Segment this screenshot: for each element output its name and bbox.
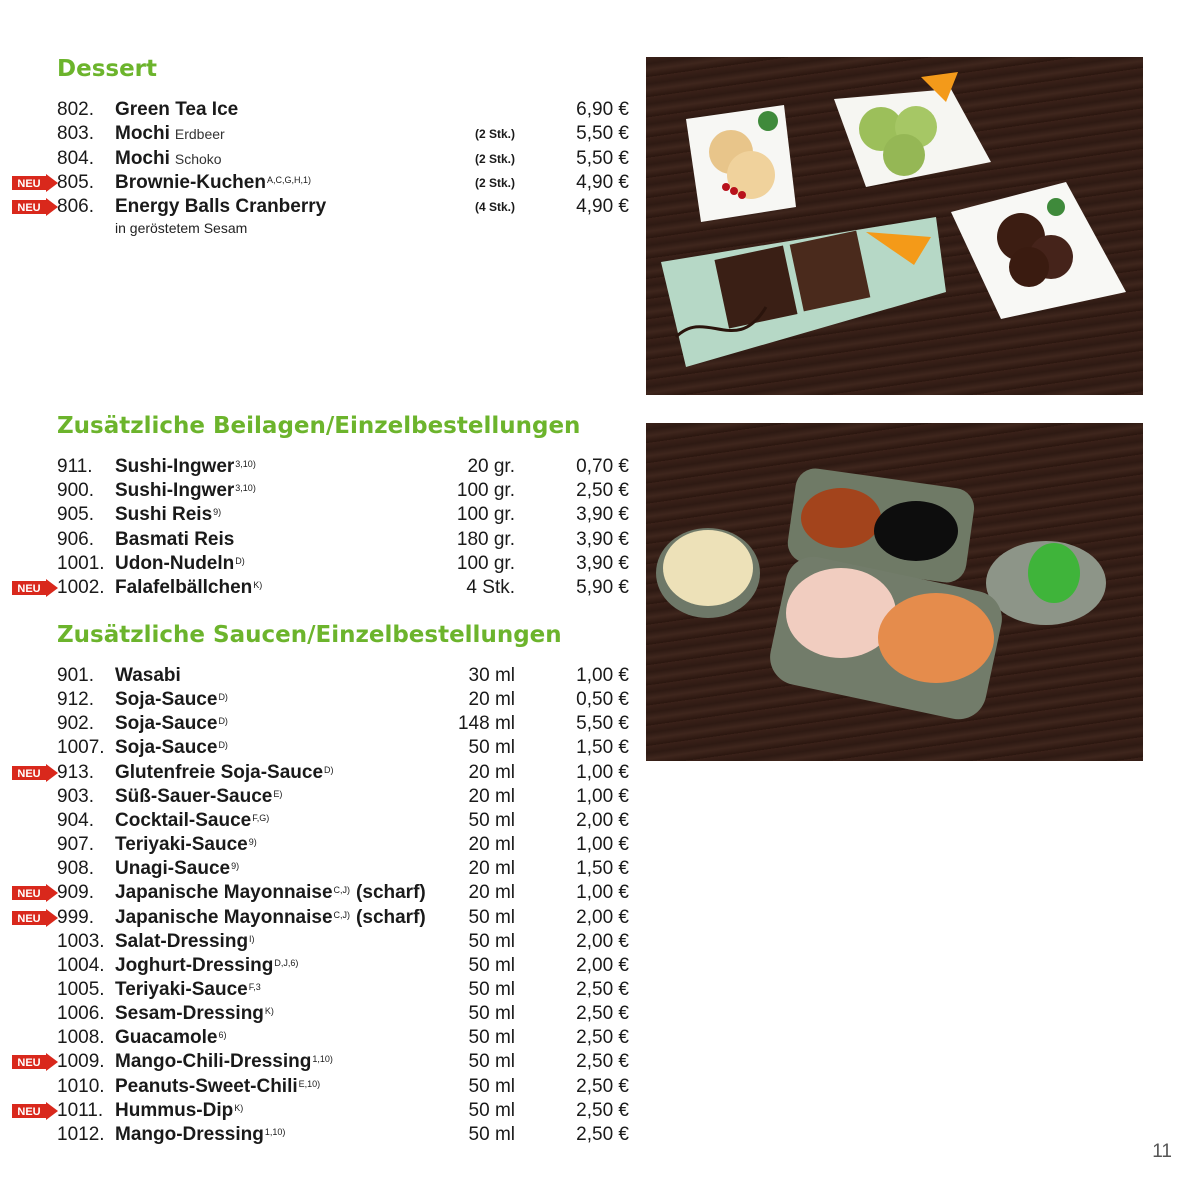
svg-text:NEU: NEU <box>17 177 41 190</box>
menu-item-row <box>57 147 632 171</box>
item-price: 2,50 € <box>576 1051 629 1073</box>
item-name: Mochi <box>115 123 170 145</box>
item-name: Japanische Mayonnaise <box>115 882 333 904</box>
item-price: 5,50 € <box>576 123 629 145</box>
item-number: 1001. <box>57 552 105 574</box>
item-flavor: Erdbeer <box>174 126 225 143</box>
menu-item-row <box>57 712 632 736</box>
item-name-group <box>115 833 257 857</box>
item-quantity: 20 ml <box>468 689 515 711</box>
allergen-codes: 9) <box>231 861 240 872</box>
item-price: 4,90 € <box>576 171 629 193</box>
item-price: 6,90 € <box>576 99 629 120</box>
allergen-codes: K) <box>234 1102 244 1113</box>
item-number: 900. <box>57 480 94 502</box>
item-price: 2,00 € <box>576 809 629 831</box>
item-name: Joghurt-Dressing <box>115 954 274 976</box>
item-name: Cocktail-Sauce <box>115 809 252 831</box>
item-name: Peanuts-Sweet-Chili <box>115 1075 298 1097</box>
menu-item-row <box>57 455 632 479</box>
item-subtitle: in geröstetem Sesam <box>115 220 248 236</box>
menu-item-row <box>57 1075 632 1099</box>
item-quantity: 50 ml <box>468 906 515 928</box>
allergen-codes: K) <box>264 1006 274 1017</box>
item-name: Sesam-Dressing <box>115 1003 264 1025</box>
item-price: 1,00 € <box>576 785 629 807</box>
item-name-group <box>115 98 238 122</box>
svg-text:NEU: NEU <box>17 1105 41 1118</box>
svg-text:NEU: NEU <box>17 767 41 780</box>
svg-text:NEU: NEU <box>17 202 41 215</box>
item-quantity: 180 gr. <box>456 528 515 550</box>
item-price: 2,50 € <box>576 978 629 1000</box>
item-quantity: (2 Stk.) <box>474 175 515 190</box>
item-number: 1002. <box>57 577 105 598</box>
allergen-codes: A,C,G,H,1) <box>266 174 311 185</box>
item-name: Teriyaki-Sauce <box>115 978 248 1000</box>
item-quantity: 20 ml <box>468 882 515 904</box>
item-price: 2,50 € <box>576 1123 629 1145</box>
item-number: 1009. <box>57 1051 105 1073</box>
item-number: 912. <box>57 689 94 711</box>
item-price: 1,50 € <box>576 858 629 880</box>
neu-badge <box>12 174 58 192</box>
menu-item-row <box>57 122 632 146</box>
item-name: Mango-Dressing <box>115 1123 264 1145</box>
item-price: 2,00 € <box>576 954 629 976</box>
allergen-codes: 9) <box>213 507 222 518</box>
item-price: 3,90 € <box>576 552 629 574</box>
svg-text:NEU: NEU <box>17 888 41 901</box>
item-quantity: (2 Stk.) <box>474 127 515 142</box>
item-price: 0,70 € <box>576 456 629 477</box>
item-price: 2,00 € <box>576 930 629 952</box>
allergen-codes: F,3 <box>248 981 261 992</box>
allergen-codes: C,J) <box>333 909 351 920</box>
item-quantity: 20 ml <box>468 785 515 807</box>
item-price: 2,50 € <box>576 1075 629 1097</box>
menu-item-row <box>57 857 632 881</box>
item-quantity: 50 ml <box>468 930 515 952</box>
item-number: 1011. <box>57 1099 104 1121</box>
section-title-beilagen: Zusätzliche Beilagen/Einzelbestellungen <box>57 413 581 439</box>
item-quantity: 148 ml <box>457 713 515 735</box>
item-name-group <box>115 761 334 785</box>
item-name-group <box>115 881 426 905</box>
menu-item-row <box>57 881 632 905</box>
item-name: Energy Balls Cranberry <box>115 196 327 218</box>
menu-item-row <box>57 954 632 978</box>
item-name: Unagi-Sauce <box>115 858 231 880</box>
item-name: Soja-Sauce <box>115 713 218 735</box>
item-quantity: 50 ml <box>468 1003 515 1025</box>
item-price: 2,00 € <box>576 906 629 928</box>
menu-item-row <box>57 930 632 954</box>
item-quantity: 50 ml <box>468 978 515 1000</box>
item-quantity: 100 gr. <box>456 480 515 502</box>
item-name-group <box>115 785 282 809</box>
menu-item-row <box>57 528 632 552</box>
item-name: Teriyaki-Sauce <box>115 834 248 856</box>
menu-item-row <box>57 1026 632 1050</box>
item-quantity: 100 gr. <box>456 552 515 574</box>
allergen-codes: C,J) <box>333 885 351 896</box>
item-quantity: 20 ml <box>468 858 515 880</box>
menu-item-row <box>57 785 632 809</box>
item-name: Süß-Sauer-Sauce <box>115 785 273 807</box>
item-price: 0,50 € <box>576 689 629 711</box>
menu-item-row <box>57 833 632 857</box>
menu-item-row <box>57 1002 632 1026</box>
item-number: 806. <box>57 196 94 218</box>
item-name-group <box>115 1050 333 1074</box>
item-name-group <box>115 171 311 195</box>
item-price: 4,90 € <box>576 196 629 218</box>
item-name-group <box>115 1075 320 1099</box>
menu-item-row <box>57 978 632 1002</box>
allergen-codes: D) <box>324 764 334 775</box>
item-price: 3,90 € <box>576 528 629 550</box>
item-name: Sushi Reis <box>115 504 213 526</box>
item-price: 1,00 € <box>576 761 629 783</box>
item-name-group <box>115 809 269 833</box>
item-price: 2,50 € <box>576 1003 629 1025</box>
item-price: 3,90 € <box>576 504 629 526</box>
item-quantity: 50 ml <box>468 1123 515 1145</box>
menu-item-row <box>57 736 632 760</box>
item-name-group <box>115 857 239 881</box>
item-number: 911. <box>57 456 93 477</box>
item-number: 909. <box>57 882 94 904</box>
allergen-codes: D) <box>218 692 228 703</box>
allergen-codes: D) <box>218 716 228 727</box>
item-quantity: 20 gr. <box>467 456 515 477</box>
item-name: Hummus-Dip <box>115 1099 234 1121</box>
item-quantity: 50 ml <box>468 737 515 759</box>
item-name-group <box>115 1123 285 1147</box>
item-name: Soja-Sauce <box>115 689 218 711</box>
allergen-codes: 6) <box>218 1030 227 1041</box>
item-name-group <box>115 930 255 954</box>
menu-item-row <box>57 576 632 600</box>
item-quantity: 50 ml <box>468 954 515 976</box>
item-number: 902. <box>57 713 94 735</box>
item-quantity: 100 gr. <box>456 504 515 526</box>
neu-badge <box>12 198 58 216</box>
neu-badge <box>12 579 58 597</box>
item-number: 908. <box>57 858 94 880</box>
neu-badge <box>12 1102 58 1120</box>
item-name: Salat-Dressing <box>115 930 249 952</box>
allergen-codes: I) <box>249 933 255 944</box>
item-flavor: Schoko <box>174 150 222 167</box>
item-name-group <box>115 1026 226 1050</box>
menu-item-row <box>57 552 632 576</box>
menu-item-row <box>57 1099 632 1123</box>
item-number: 907. <box>57 834 94 856</box>
item-price: 5,50 € <box>576 147 629 169</box>
menu-item-row <box>57 1123 632 1147</box>
item-name: Soja-Sauce <box>115 737 218 759</box>
item-number: 904. <box>57 809 94 831</box>
item-name-group <box>115 906 426 930</box>
menu-item-row <box>57 479 632 503</box>
item-quantity: 50 ml <box>468 1051 515 1073</box>
sauces-photo <box>646 423 1143 761</box>
allergen-codes: D) <box>235 555 245 566</box>
item-name-group <box>115 195 326 219</box>
item-name-group <box>115 147 222 171</box>
item-name-group <box>115 664 181 688</box>
item-name: Wasabi <box>115 665 181 686</box>
menu-item-row <box>57 664 632 688</box>
menu-item-row <box>57 906 632 930</box>
item-name: Basmati Reis <box>115 528 235 550</box>
item-name-group <box>115 736 228 760</box>
svg-text:NEU: NEU <box>17 583 41 595</box>
item-price: 1,00 € <box>576 665 629 686</box>
item-number: 913. <box>57 761 94 783</box>
item-number: 802. <box>57 99 94 120</box>
item-note: (scharf) <box>356 882 426 904</box>
item-name-group <box>115 712 228 736</box>
item-name-group <box>115 455 256 479</box>
menu-item-row <box>57 98 632 122</box>
section-title-dessert: Dessert <box>57 56 158 82</box>
item-quantity: 4 Stk. <box>466 577 515 598</box>
item-name-group <box>115 1099 243 1123</box>
item-name: Brownie-Kuchen <box>115 171 266 193</box>
allergen-codes: K) <box>253 580 263 590</box>
item-name: Mango-Chili-Dressing <box>115 1051 312 1073</box>
allergen-codes: 3,10) <box>235 483 256 494</box>
item-name: Sushi-Ingwer <box>115 456 235 477</box>
item-quantity: 20 ml <box>468 834 515 856</box>
dessert-photo <box>646 57 1143 395</box>
item-number: 905. <box>57 504 94 526</box>
item-quantity: 20 ml <box>468 761 515 783</box>
item-number: 1004. <box>57 954 105 976</box>
allergen-codes: 1,10) <box>312 1054 333 1065</box>
item-number: 803. <box>57 123 94 145</box>
item-name: Udon-Nudeln <box>115 552 235 574</box>
item-name-group <box>115 954 298 978</box>
item-number: 1003. <box>57 930 105 952</box>
item-name-group <box>115 576 262 600</box>
item-name: Falafelbällchen <box>115 577 253 598</box>
allergen-codes: E) <box>273 788 283 799</box>
item-number: 1010. <box>57 1075 105 1097</box>
item-price: 2,50 € <box>576 1027 629 1049</box>
item-name-group <box>115 1002 274 1026</box>
item-number: 1005. <box>57 978 105 1000</box>
item-number: 903. <box>57 785 94 807</box>
item-number: 1008. <box>57 1027 105 1049</box>
menu-item-row <box>57 1050 632 1074</box>
item-quantity: 30 ml <box>468 665 515 686</box>
item-name: Japanische Mayonnaise <box>115 906 333 928</box>
item-number: 805. <box>57 171 94 193</box>
menu-item-row <box>57 688 632 712</box>
menu-item-row <box>57 761 632 785</box>
item-name-group <box>115 978 261 1002</box>
item-name-group <box>115 688 228 712</box>
item-name-group <box>115 479 256 503</box>
allergen-codes: 3,10) <box>235 459 256 469</box>
item-price: 5,50 € <box>576 713 629 735</box>
item-name-group <box>115 528 234 552</box>
item-price: 1,00 € <box>576 882 629 904</box>
item-name: Sushi-Ingwer <box>115 480 235 502</box>
item-note: (scharf) <box>356 906 426 928</box>
item-name: Guacamole <box>115 1027 218 1049</box>
allergen-codes: E,10) <box>298 1078 321 1089</box>
item-quantity: 50 ml <box>468 1075 515 1097</box>
item-name: Glutenfreie Soja-Sauce <box>115 761 324 783</box>
item-quantity: 50 ml <box>468 1027 515 1049</box>
item-price: 5,90 € <box>576 577 629 598</box>
item-name: Green Tea Ice <box>115 99 239 120</box>
item-price: 1,50 € <box>576 737 629 759</box>
item-quantity: (4 Stk.) <box>474 200 515 215</box>
item-number: 804. <box>57 147 94 169</box>
item-name-group <box>115 503 221 527</box>
item-number: 999. <box>57 906 94 928</box>
page-number: 11 <box>1152 1141 1172 1162</box>
menu-item-row <box>57 171 632 195</box>
allergen-codes: D,J,6) <box>274 957 299 968</box>
neu-badge <box>12 909 58 927</box>
item-quantity: (2 Stk.) <box>474 151 515 166</box>
allergen-codes: 9) <box>248 837 257 848</box>
item-number: 1007. <box>57 737 105 759</box>
neu-badge <box>12 1053 58 1071</box>
item-price: 2,50 € <box>576 1099 629 1121</box>
allergen-codes: F,G) <box>252 812 270 823</box>
allergen-codes: D) <box>218 740 228 751</box>
item-name: Mochi <box>115 147 170 169</box>
item-price: 2,50 € <box>576 480 629 502</box>
menu-item-row <box>57 195 632 219</box>
item-number: 906. <box>57 528 94 550</box>
section-title-saucen: Zusätzliche Saucen/Einzelbestellungen <box>57 622 562 648</box>
menu-item-row <box>57 503 632 527</box>
menu-item-row <box>57 809 632 833</box>
item-number: 1006. <box>57 1003 105 1025</box>
item-quantity: 50 ml <box>468 1099 515 1121</box>
allergen-codes: 1,10) <box>264 1126 286 1137</box>
item-name-group <box>115 552 245 576</box>
item-quantity: 50 ml <box>468 809 515 831</box>
item-name-group <box>115 122 225 146</box>
svg-text:NEU: NEU <box>17 1057 41 1070</box>
item-number: 901. <box>57 665 94 686</box>
neu-badge <box>12 884 58 902</box>
svg-text:NEU: NEU <box>17 912 41 925</box>
neu-badge <box>12 764 58 782</box>
item-price: 1,00 € <box>576 834 629 856</box>
item-number: 1012. <box>57 1123 105 1145</box>
